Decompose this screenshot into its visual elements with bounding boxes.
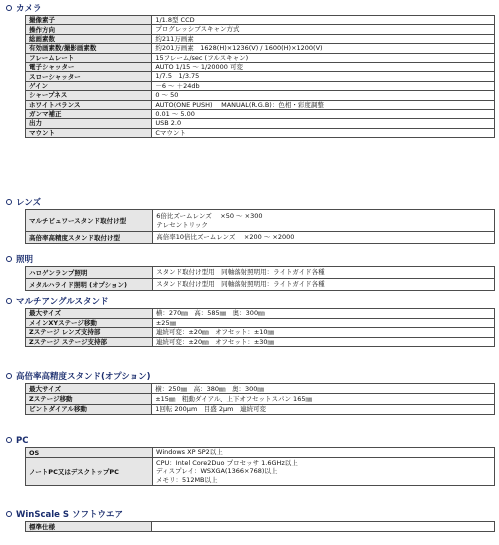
table-row (26, 232, 495, 244)
section-title-text: 高倍率高精度スタンド(オプション) (16, 372, 151, 382)
spec-value-line: 約211万画素 (155, 34, 194, 43)
spec-table (25, 15, 495, 138)
circle-bullet-icon (6, 373, 12, 379)
spec-value (153, 448, 495, 458)
spec-value-line: AUTO 1/15 ～ 1/20000 可変 (155, 62, 243, 71)
spec-value (153, 232, 495, 244)
spec-label: 操作方向 (26, 25, 152, 34)
spec-value-line: ±25㎜ (155, 318, 177, 327)
spec-value-line: 15フレーム/sec (フルスキャン) (155, 53, 249, 62)
section-title (4, 436, 495, 447)
table-row (26, 100, 495, 109)
table-row (26, 91, 495, 100)
spec-value (152, 62, 495, 71)
section-4 (4, 372, 495, 415)
spec-value-line: USB 2.0 (155, 119, 182, 128)
table-row (26, 394, 495, 404)
spec-value (153, 458, 495, 486)
spec-label: 出力 (26, 119, 152, 128)
table-row (26, 25, 495, 34)
section-title-text: マルチアングルスタンド (16, 297, 109, 307)
circle-bullet-icon (6, 5, 12, 11)
table-row (26, 210, 495, 232)
spec-value-line: ±15㎜ 粗動ダイアル、上下オフセットスパン 165㎜ (155, 394, 312, 403)
spec-value (152, 404, 495, 414)
spec-label: 電子シャッター (26, 62, 152, 71)
spec-value (152, 72, 495, 81)
spec-value (152, 109, 495, 118)
spec-label: マウント (26, 128, 152, 137)
spec-value-line: CPU：Intel Core2Duo プロセッサ 1.6GHz以上 (156, 458, 298, 467)
spec-label: メインXYステージ移動 (26, 318, 153, 328)
table-row (26, 337, 495, 347)
section-title (4, 198, 495, 209)
section-title-text: PC (16, 436, 29, 446)
spec-label: 高倍率高精度スタンド取付け型 (26, 232, 153, 244)
table-row (26, 16, 495, 25)
spec-value-line: メモリ：512MB以上 (156, 475, 218, 484)
spec-value-line: 1回転 200μm 目盛 2μm 連続可変 (155, 405, 266, 414)
spec-value-line: スタンド取付け型用 同軸落射照明用：ライトガイド各種 (156, 268, 325, 277)
table-row (26, 34, 495, 43)
spec-value (152, 81, 495, 90)
spec-label: ホワイトバランス (26, 100, 152, 109)
spec-value (152, 318, 494, 328)
spec-value-line: 1/7.5 1/3.75 (155, 72, 200, 81)
spec-label: ノートPC又はデスクトップPC (26, 458, 153, 486)
table-row (26, 53, 495, 62)
circle-bullet-icon (6, 511, 12, 517)
spec-value-line: AUTO(ONE PUSH) MANUAL(R.G.B)：色相・彩度調整 (155, 100, 324, 109)
spec-label: 最大サイズ (26, 309, 153, 319)
spec-label: Zステージ ステージ支持部 (26, 337, 153, 347)
spec-value (152, 91, 495, 100)
table-row (26, 279, 495, 291)
section-5 (4, 436, 495, 486)
spec-value (153, 279, 495, 291)
spec-label: OS (26, 448, 153, 458)
section-title-text: カメラ (16, 4, 42, 14)
table-row (26, 267, 495, 279)
spec-value (152, 34, 495, 43)
table-row (26, 404, 495, 414)
spec-value-line: 横：270㎜ 高：585㎜ 奥：300㎜ (155, 309, 265, 318)
spec-label: 標準仕様 (26, 522, 152, 532)
spec-value (153, 210, 495, 232)
spec-label: ピントダイアル移動 (26, 404, 152, 414)
spec-label: シャープネス (26, 91, 152, 100)
circle-bullet-icon (6, 437, 12, 443)
section-3 (4, 297, 495, 347)
spec-value-line: プログレッシブスキャン方式 (155, 25, 240, 34)
spec-label: 有効画素数/撮影画素数 (26, 44, 152, 53)
spec-value-line: 0 ～ 50 (155, 91, 179, 100)
spec-label: Zステージ レンズ支持部 (26, 328, 153, 338)
section-title-text: 照明 (16, 255, 34, 265)
table-row (26, 62, 495, 71)
spec-table (25, 383, 495, 415)
spec-label: 最大サイズ (26, 384, 152, 394)
table-row (26, 458, 495, 486)
table-row (26, 128, 495, 137)
table-row (26, 109, 495, 118)
spec-value-line (155, 522, 491, 530)
spec-value-line: テレセントリック (156, 220, 208, 229)
spec-table (25, 521, 495, 532)
circle-bullet-icon (6, 256, 12, 262)
spec-value (152, 25, 495, 34)
section-title-text: レンズ (16, 198, 42, 208)
spec-label: マルチビュワースタンド取付け型 (26, 210, 153, 232)
section-title (4, 510, 495, 521)
spec-value-line: 約201万画素 1628(H)×1236(V) / 1600(H)×1200(V) (155, 44, 323, 53)
spec-table (25, 447, 495, 486)
table-row (26, 119, 495, 128)
spec-value-line: 0.01 ～ 5.00 (155, 109, 195, 118)
circle-bullet-icon (6, 298, 12, 304)
section-title (4, 255, 495, 266)
spec-value (152, 100, 495, 109)
spec-value-line: Cマウント (155, 128, 186, 137)
spec-label: Zステージ移動 (26, 394, 152, 404)
spec-label: メタルハライド照明 (オプション) (26, 279, 153, 291)
spec-value-line: 連続可変：±20㎜ オフセット：±10㎜ (155, 328, 275, 337)
spec-value-line: 6倍比ズームレンズ ×50 ～ ×300 (156, 212, 263, 221)
spec-value-line: 1/1.8型 CCD (155, 16, 195, 24)
spec-value (152, 337, 494, 347)
section-title-text: WinScale S ソフトウエア (16, 510, 123, 520)
spec-value (152, 53, 495, 62)
table-row (26, 448, 495, 458)
spec-label: スローシャッター (26, 72, 152, 81)
spec-value (152, 522, 495, 532)
table-row (26, 81, 495, 90)
table-row (26, 384, 495, 394)
table-row (26, 318, 495, 328)
spec-value (152, 394, 495, 404)
spec-label: 総画素数 (26, 34, 152, 43)
spec-table (25, 209, 495, 244)
spec-value (152, 44, 495, 53)
spec-value-line: －6 ～ ＋24db (155, 81, 200, 90)
spec-value-line: ディスプレイ：WSXGA(1366×768)以上 (156, 467, 278, 476)
section-title (4, 372, 495, 383)
table-row (26, 328, 495, 338)
spec-label: 撮像素子 (26, 16, 152, 25)
spec-value (153, 267, 495, 279)
spec-label: ゲイン (26, 81, 152, 90)
spec-value-line: スタンド取付け型用 同軸落射照明用：ライトガイド各種 (156, 280, 325, 289)
section-2 (4, 255, 495, 291)
spec-table (25, 266, 495, 291)
section-6 (4, 510, 495, 532)
circle-bullet-icon (6, 199, 12, 205)
spec-value (152, 328, 494, 338)
spec-value (152, 309, 494, 319)
spec-table (25, 308, 495, 347)
spec-value (152, 119, 495, 128)
spec-value-line: 横：250㎜ 高：380㎜ 奥：300㎜ (155, 384, 264, 393)
section-1 (4, 198, 495, 244)
spec-label: ハロゲンランプ照明 (26, 267, 153, 279)
spec-value-line: 高倍率10倍比ズームレンズ ×200 ～ ×2000 (156, 233, 295, 242)
table-row (26, 72, 495, 81)
spec-value (152, 128, 495, 137)
section-title (4, 4, 495, 15)
spec-value (152, 384, 495, 394)
spec-value (152, 16, 495, 25)
spec-label: フレームレート (26, 53, 152, 62)
spec-label: ガンマ補正 (26, 109, 152, 118)
section-title (4, 297, 495, 308)
table-row (26, 522, 495, 532)
table-row (26, 44, 495, 53)
spec-value-line: Windows XP SP2以上 (156, 448, 223, 457)
spec-value-line: 連続可変：±20㎜ オフセット：±30㎜ (155, 337, 275, 346)
table-row (26, 309, 495, 319)
section-0 (4, 4, 495, 138)
